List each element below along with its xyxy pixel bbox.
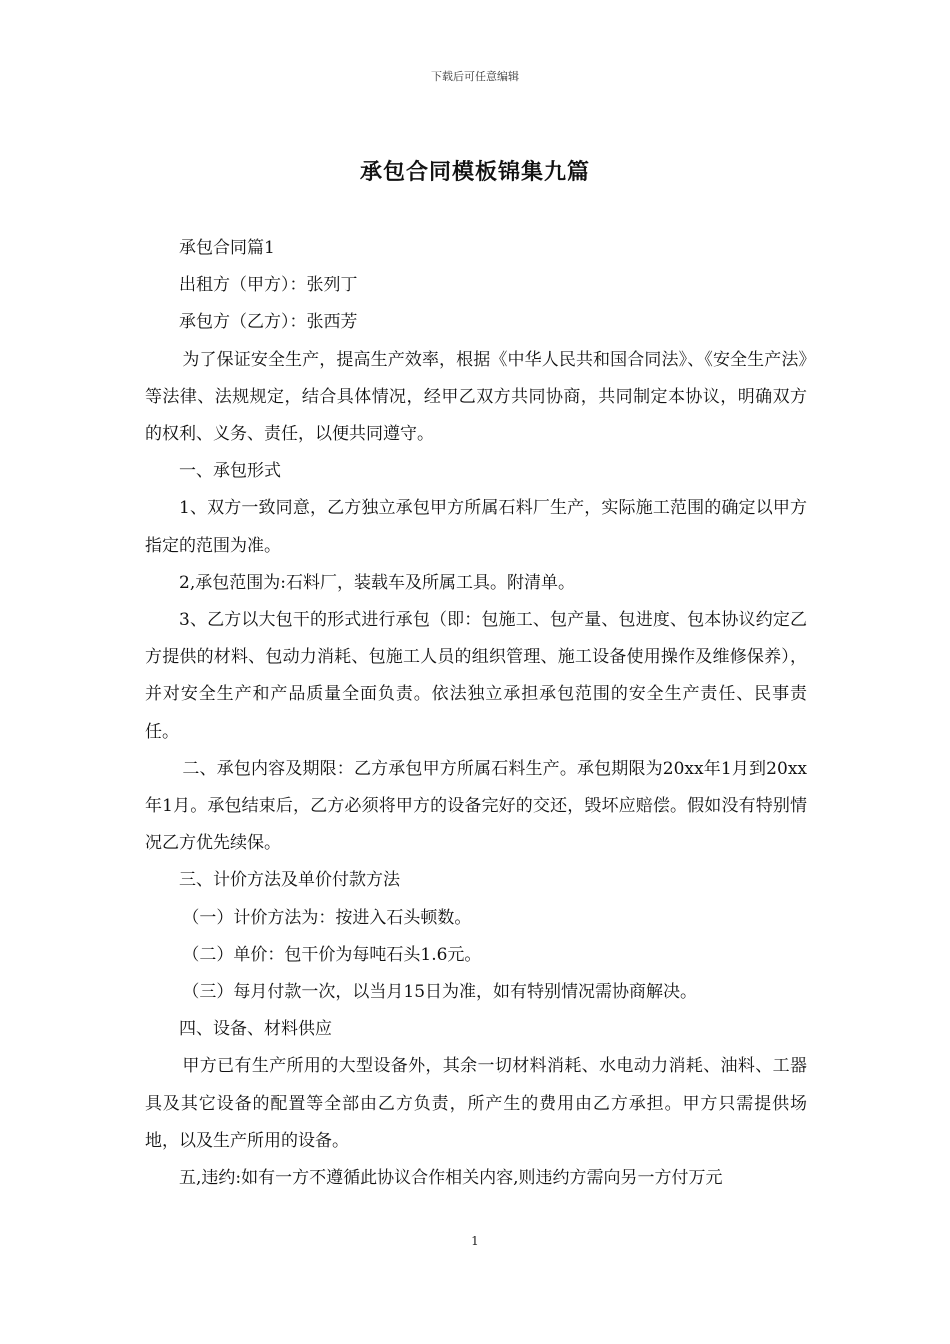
clause-paragraph: 2,承包范围为:石料厂，装载车及所属工具。附清单。 — [179, 572, 575, 593]
clause-paragraph: 3、乙方以大包干的形式进行承包（即：包施工、包产量、包进度、包本协议约定乙方提供的材料、包动力消耗、包施工人员的组织管理、施工设备使用操作及维修保养），并对安全生产和产品质量全面负责。依法独立承担承包范围的安全生产责任、民事责任。 — [145, 610, 807, 742]
sub-clause: （一）计价方法为：按进入石头顿数。 — [182, 907, 472, 928]
clause-heading: 一、承包形式 — [179, 461, 281, 482]
preamble-paragraph: 为了保证安全生产，提高生产效率，根据《中华人民共和国合同法》、《安全生产法》等法律、法规规定，结合具体情况，经甲乙双方共同协商，共同制定本协议，明确双方的权利、义务、责任，以便共同遵守。 — [145, 349, 807, 445]
page-header-note: 下载后可任意编辑 — [431, 70, 519, 83]
page-number: 1 — [471, 1234, 479, 1248]
document-title: 承包合同模板锦集九篇 — [359, 159, 590, 185]
party-a-line: 出租方（甲方）：张列丁 — [179, 275, 358, 296]
document-body — [145, 230, 807, 1197]
clause-paragraph: 甲方已有生产所用的大型设备外，其余一切材料消耗、水电动力消耗、油料、工器具及其它设备的配置等全部由乙方负责，所产生的费用由乙方承担。甲方只需提供场地，以及生产所用的设备。 — [145, 1056, 807, 1151]
party-b-line: 承包方（乙方）：张西芳 — [179, 312, 358, 333]
sub-clause: （二）单价：包干价为每吨石头1.6元。 — [182, 944, 482, 965]
clause-heading: 三、计价方法及单价付款方法 — [179, 870, 400, 891]
clause-paragraph: 五,违约:如有一方不遵循此协议合作相关内容,则违约方需向另一方付万元 — [179, 1168, 723, 1189]
section-heading: 承包合同篇1 — [179, 238, 275, 258]
clause-paragraph: 二、承包内容及期限：乙方承包甲方所属石料生产。承包期限为20xx年1月到20xx年1月。承包结束后，乙方必须将甲方的设备完好的交还，毁坏应赔偿。假如没有特别情况乙方优先续保。 — [145, 758, 807, 854]
clause-heading: 四、设备、材料供应 — [179, 1019, 332, 1040]
clause-paragraph: 1、双方一致同意，乙方独立承包甲方所属石料厂生产，实际施工范围的确定以甲方指定的范围为准。 — [145, 498, 807, 556]
sub-clause: （三）每月付款一次，以当月15日为准，如有特别情况需协商解决。 — [182, 982, 698, 1003]
